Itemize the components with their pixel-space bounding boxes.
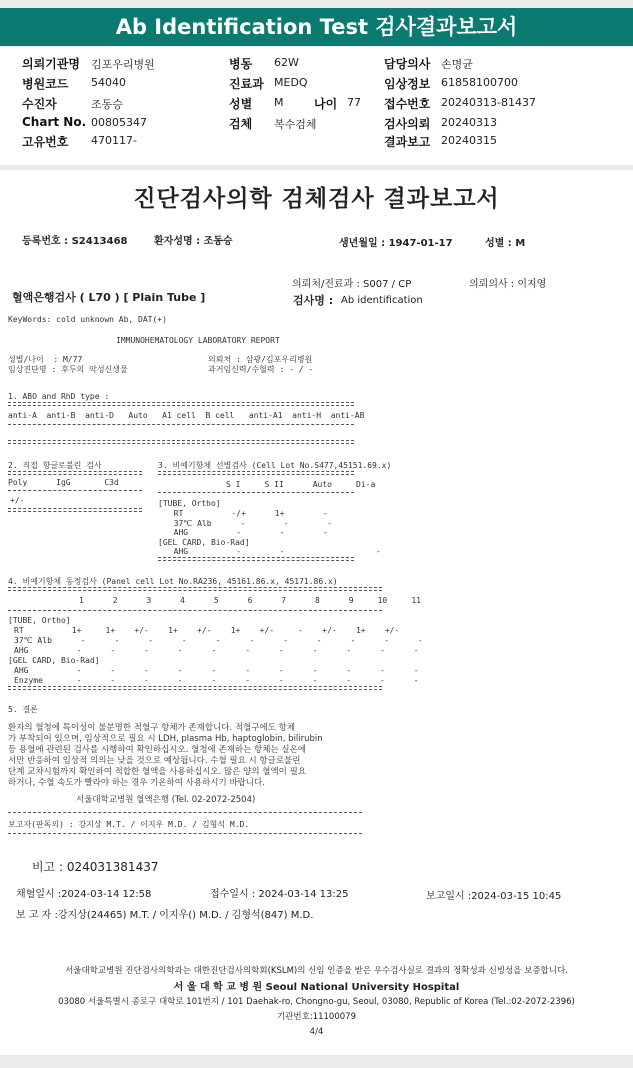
info-value: MEDQ: [274, 76, 308, 89]
divider: [158, 557, 354, 561]
reporter: 보 고 자 :강지상(24465) M.T. / 이지우() M.D. / 김형석(847) M.D.: [16, 910, 314, 921]
divider: [8, 686, 382, 690]
section-screening-title: 3. 비예기항체 선별검사 (Cell Lot No.S477,45151.69.x): [158, 461, 392, 470]
info-value: 김포우리병원: [91, 58, 155, 71]
reporter-mono: 보고자(판독의) : 강지상 M.T. / 이지우 M.D. / 김형석 M.D.: [8, 820, 250, 829]
info-label: 임상정보: [384, 77, 431, 91]
screening-columns: S I S II Auto Di-a: [226, 480, 376, 489]
hospital-name: 서 울 대 학 교 병 원 Seoul National University Hospital: [173, 982, 460, 993]
patient-name: 환자성명 : 조동승: [154, 236, 233, 247]
divider: [8, 471, 142, 475]
conclusion-line: 환자의 혈청에 특이성이 불분명한 적혈구 항체가 존재합니다. 적혈구에도 항체: [8, 723, 296, 733]
screening-row: 37℃ Alb - - -: [164, 519, 332, 528]
history: 과거임신력/수혈력 : - / -: [208, 365, 314, 374]
receipt-time: 접수일시 : 2024-03-14 13:25: [210, 889, 349, 900]
info-value: 54040: [91, 76, 126, 89]
institution-number: 기관번호:11100079: [277, 1012, 356, 1022]
panel-row: RT 1+ 1+ +/- 1+ +/- 1+ +/- - +/- 1+ +/-: [14, 626, 400, 635]
dat-columns: Poly IgG C3d: [8, 478, 119, 487]
screening-row: [GEL CARD, Bio-Rad]: [158, 538, 250, 547]
info-label: Chart No.: [22, 115, 87, 129]
info-label: 고유번호: [22, 135, 69, 149]
info-value: 77: [347, 96, 361, 109]
report-page: [0, 170, 633, 1055]
lab-report-title: IMMUNOHEMATOLOGY LABORATORY REPORT: [116, 336, 280, 345]
info-value: 20240313-81437: [441, 96, 536, 109]
conclusion-line: 하거나, 수혈 속도가 빨라야 하는 경우 기온하여 사용하시기 바랍니다.: [8, 778, 265, 788]
panel-row: [TUBE, Ortho]: [8, 616, 71, 625]
info-value: 손명균: [441, 58, 473, 71]
dat-value: +/-: [10, 496, 25, 505]
divider: [8, 402, 354, 406]
section-panel-title: 4. 비예기항체 동정검사 (Panel cell Lot No.RA236, 45161.86.x, 45171.86.x): [8, 577, 338, 586]
patient-sex: 성별 : M: [485, 238, 526, 249]
info-label: 수진자: [22, 97, 57, 111]
divider: [8, 812, 362, 813]
conclusion-line: 서만 반응하여 임상적 의의는 낮을 것으로 예상됩니다. 수혈 필요 시 항글로불린: [8, 756, 301, 766]
panel-row: AHG - - - - - - - - - - -: [14, 646, 419, 655]
page-number: 4/4: [309, 1027, 324, 1037]
report-time: 보고일시 :2024-03-15 10:45: [426, 891, 562, 902]
info-value: 20240313: [441, 116, 497, 129]
remark: 비고 : 024031381437: [32, 860, 159, 874]
test-name: Ab identification: [341, 295, 423, 306]
patient-info-panel: [0, 47, 633, 165]
panel-row: Enzyme - - - - - - - - - - -: [14, 676, 419, 685]
test-name-label: 검사명 :: [293, 294, 334, 307]
birth-date: 생년월일 : 1947-01-17: [339, 238, 453, 249]
info-value: 62W: [274, 56, 299, 69]
department: 의뢰처/진료과 : S007 / CP: [292, 279, 412, 290]
info-value: 61858100700: [441, 76, 518, 89]
divider: [8, 440, 354, 444]
screening-row: AHG - - -: [164, 547, 381, 556]
info-label: 의뢰기관명: [22, 57, 80, 71]
panel-row: AHG - - - - - - - - - - -: [14, 666, 419, 675]
hospital-address: 03080 서울특별시 종로구 대학로 101번지 / 101 Daehak-ro, Chongno-gu, Seoul, 03080, Republic of Korea (Tel.:02-2072-2396): [58, 997, 575, 1007]
ordering-doctor: 의뢰의사 : 이지영: [469, 279, 547, 290]
section-dat-title: 2. 직접 항글로불린 검사: [8, 461, 102, 470]
collection-time: 채혈일시 :2024-03-14 12:58: [16, 889, 152, 900]
header-title: Ab Identification Test 검사결과보고서: [115, 15, 518, 39]
info-value: M: [274, 96, 284, 109]
sex-age: 성별/나이 : M/77: [8, 355, 83, 364]
divider: [8, 587, 382, 591]
panel-row: 37℃ Alb - - - - - - - - - - -: [14, 636, 423, 645]
screening-row: [TUBE, Ortho]: [158, 499, 221, 508]
info-label: 병원코드: [22, 77, 69, 91]
conclusion-line: 가 부착되어 있으며, 임상적으로 필요 시 LDH, plasma Hb, haptoglobin, bilirubin: [8, 734, 323, 744]
referral: 의뢰처 : 삼광/김포우리병원: [208, 355, 313, 364]
screening-row: AHG - - -: [164, 528, 328, 537]
info-value: 00805347: [91, 116, 147, 129]
info-label: 접수번호: [384, 97, 431, 111]
conclusion-line: 단계 교차시험까지 확인하여 적합한 혈액을 사용하십시오. 많은 양의 혈액이 필요: [8, 767, 306, 777]
info-label: 검체: [229, 117, 253, 131]
info-label: 성별: [229, 97, 253, 111]
divider: [158, 471, 354, 475]
screening-row: RT -/+ 1+ -: [164, 509, 328, 518]
info-label: 병동: [229, 57, 253, 71]
blood-bank-contact: 서울대학교병원 혈액은행 (Tel. 02-2072-2504): [76, 795, 256, 805]
divider: [8, 508, 142, 512]
test-category: 혈액은행검사 ( L70 ) [ Plain Tube ]: [12, 291, 206, 304]
info-label: 검사의뢰: [384, 117, 431, 131]
report-title: 진단검사의학 검체검사 결과보고서: [133, 186, 500, 212]
panel-row: [GEL CARD, Bio-Rad]: [8, 656, 100, 665]
divider: [158, 492, 354, 493]
divider: [8, 424, 354, 425]
abo-columns: anti-A anti-B anti-D Auto A1 cell B cell anti-A1 anti-H anti-AB: [8, 411, 365, 420]
divider: [8, 833, 362, 834]
section-abo-title: 1. ABO and RhD type :: [8, 392, 110, 401]
section-conclusion-title: 5. 결론: [8, 705, 38, 714]
clinical-diagnosis: 임상진단명 : 후두의 악성신생물: [8, 365, 128, 374]
keywords: KeyWords: cold unknown Ab, DAT(+): [8, 315, 167, 324]
info-label: 나이: [314, 97, 338, 111]
panel-columns: 1 2 3 4 5 6 7 8 9 10 11: [79, 596, 421, 605]
certification: 서울대학교병원 진단검사의학과는 대한진단검사의학회(KSLM)의 신임 인증을 받은 우수검사실로 결과의 정확성과 신빙성을 보증합니다.: [65, 966, 568, 976]
info-value: 복수검체: [274, 118, 317, 131]
divider: [8, 610, 382, 611]
report-header: [0, 8, 633, 46]
registration-number: 등록번호 : S2413468: [22, 236, 128, 247]
info-label: 결과보고: [384, 135, 431, 149]
info-value: 조동승: [91, 98, 123, 111]
divider: [8, 490, 142, 491]
info-label: 진료과: [229, 77, 264, 91]
info-value: 470117-: [91, 134, 137, 147]
info-value: 20240315: [441, 134, 497, 147]
info-label: 담당의사: [384, 57, 431, 71]
conclusion-line: 등 용혈에 관련된 검사를 시행하여 확인하십시오. 혈청에 존재하는 항체는 실온에: [8, 745, 306, 755]
